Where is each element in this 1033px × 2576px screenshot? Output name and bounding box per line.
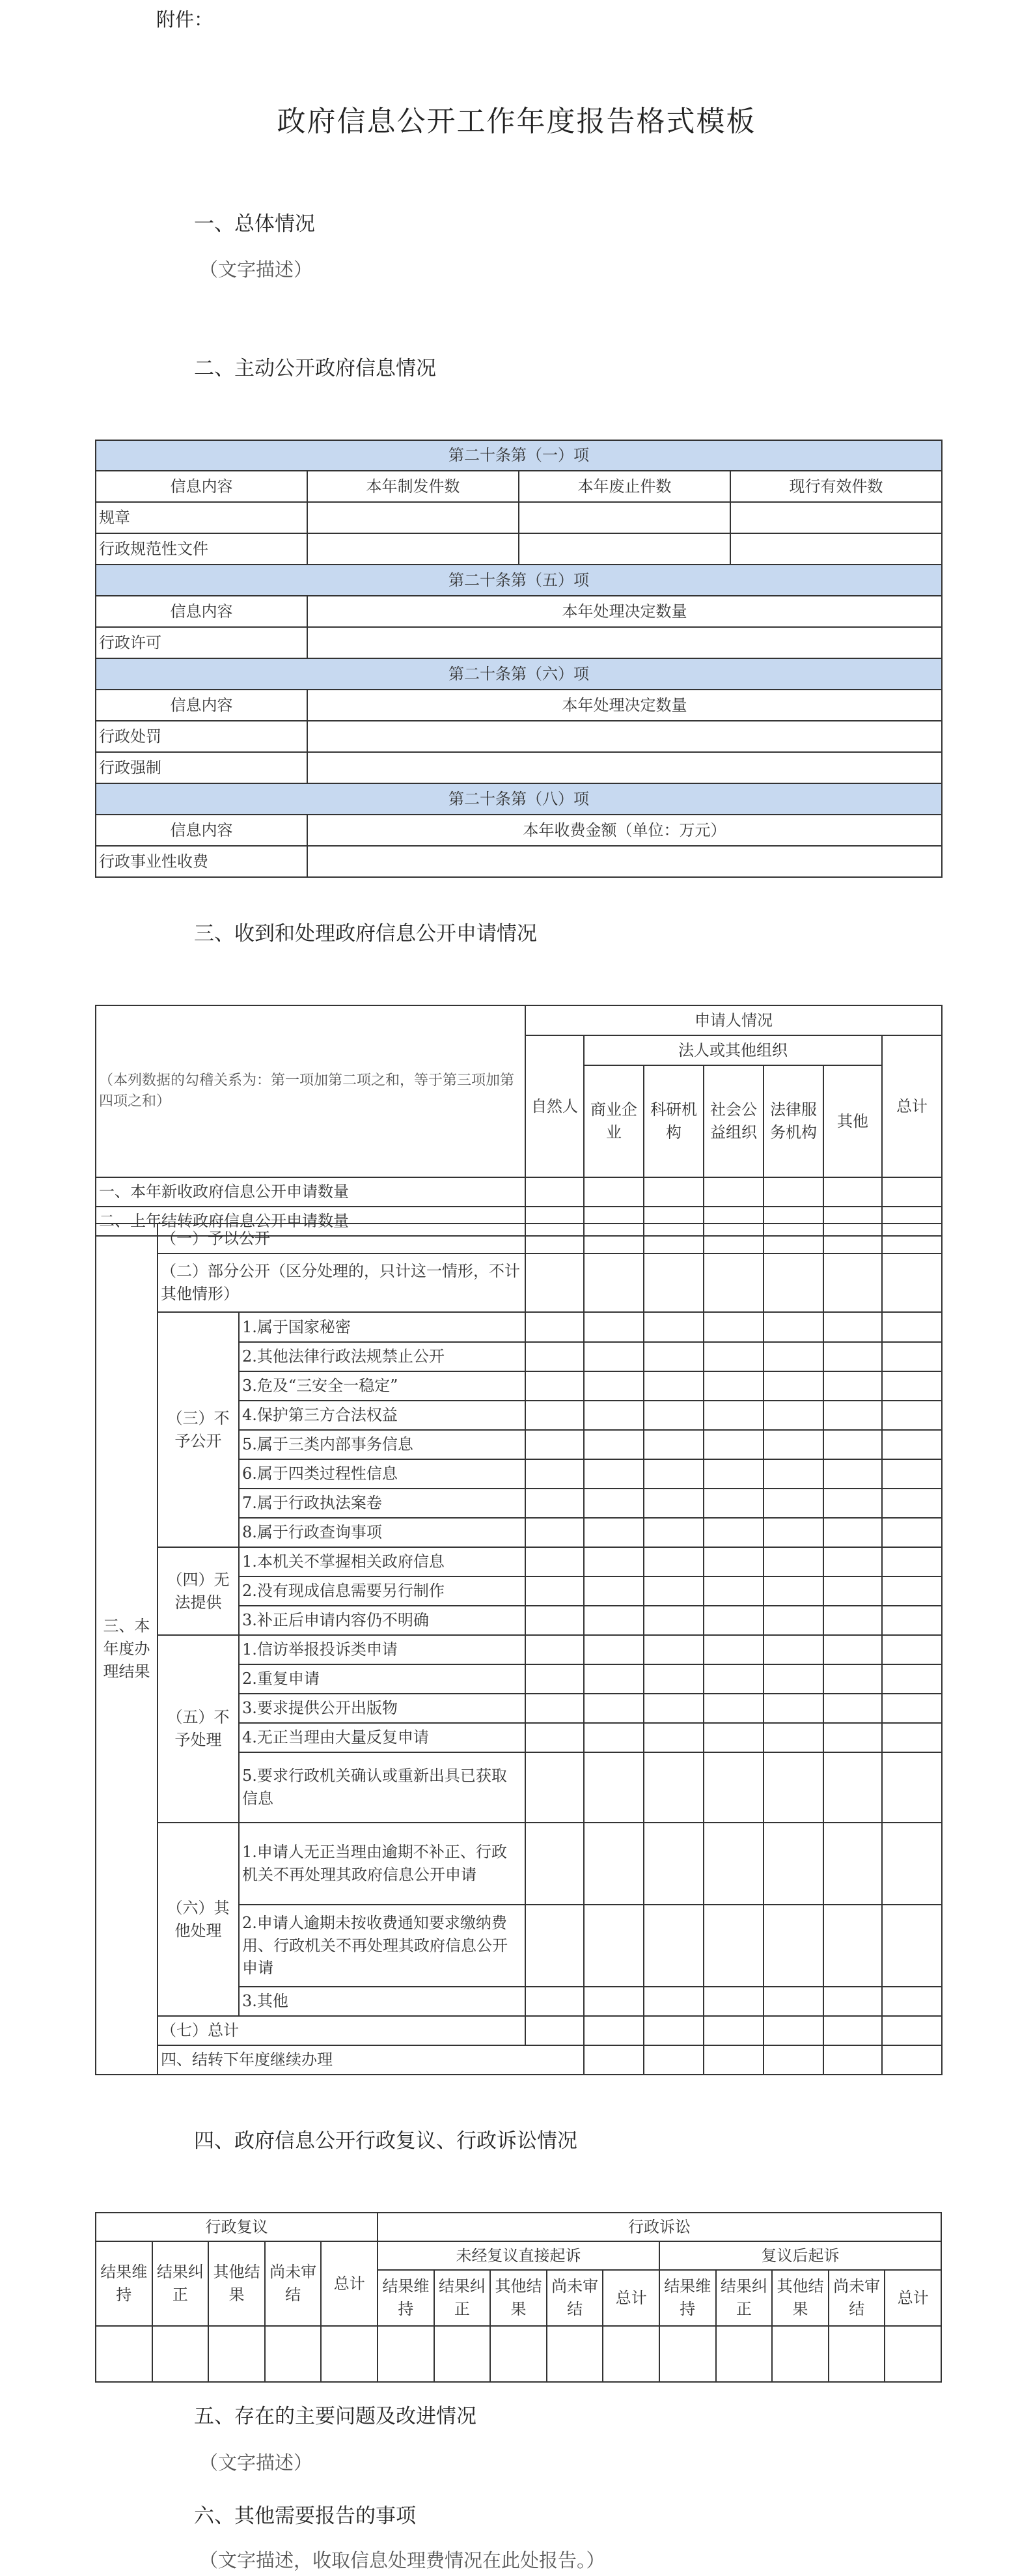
data-cell bbox=[823, 1342, 882, 1371]
data-cell bbox=[704, 1606, 764, 1635]
data-cell bbox=[525, 1987, 584, 2016]
col-header: 尚未审结 bbox=[829, 2270, 885, 2326]
row-label: 行政强制 bbox=[96, 752, 307, 783]
data-cell bbox=[644, 1224, 704, 1253]
data-cell bbox=[208, 2326, 265, 2382]
data-cell bbox=[378, 2326, 434, 2382]
block4-title: 第二十条第（八）项 bbox=[96, 783, 942, 815]
data-cell bbox=[882, 1823, 942, 1905]
data-cell bbox=[764, 2045, 823, 2075]
data-cell bbox=[525, 2016, 584, 2045]
data-cell bbox=[584, 1576, 644, 1606]
data-cell bbox=[885, 2326, 941, 2382]
data-cell bbox=[704, 1177, 764, 1207]
data-cell bbox=[823, 1489, 882, 1518]
sub-item: 3.要求提供公开出版物 bbox=[239, 1694, 525, 1723]
data-cell bbox=[584, 1547, 644, 1576]
data-cell bbox=[882, 1177, 942, 1207]
data-cell bbox=[882, 1371, 942, 1401]
data-cell bbox=[764, 1694, 823, 1723]
row-label: 行政处罚 bbox=[96, 721, 307, 752]
result-other-label: （六）其他处理 bbox=[158, 1823, 239, 2016]
block3-title: 第二十条第（六）项 bbox=[96, 658, 942, 690]
data-cell bbox=[704, 1430, 764, 1459]
data-cell bbox=[704, 1401, 764, 1430]
data-cell bbox=[644, 1664, 704, 1694]
attachment-label: 附件： bbox=[156, 8, 213, 31]
after-review-header: 复议后起诉 bbox=[659, 2241, 941, 2270]
data-cell bbox=[882, 1694, 942, 1723]
data-cell bbox=[764, 1987, 823, 2016]
data-cell bbox=[96, 2326, 152, 2382]
data-cell bbox=[584, 1312, 644, 1342]
data-cell bbox=[525, 1177, 584, 1207]
result-unable-label: （四）无法提供 bbox=[158, 1547, 239, 1635]
section3-heading: 三、收到和处理政府信息公开申请情况 bbox=[194, 922, 537, 945]
data-cell bbox=[584, 1664, 644, 1694]
row-label: 二、上年结转政府信息公开申请数量 bbox=[96, 1207, 525, 1236]
data-cell bbox=[659, 2326, 716, 2382]
data-cell bbox=[772, 2326, 829, 2382]
row-label: 行政许可 bbox=[96, 627, 307, 658]
data-cell bbox=[584, 1489, 644, 1518]
data-cell bbox=[644, 1459, 704, 1489]
carryover-label: 四、结转下年度继续办理 bbox=[158, 2045, 584, 2075]
section1-heading: 一、总体情况 bbox=[194, 212, 315, 236]
data-cell bbox=[704, 1576, 764, 1606]
data-cell bbox=[525, 1430, 584, 1459]
data-cell bbox=[704, 1518, 764, 1547]
sub-item: 7.属于行政执法案卷 bbox=[239, 1489, 525, 1518]
data-cell bbox=[644, 1823, 704, 1905]
data-cell bbox=[704, 1342, 764, 1371]
result-partial-label: （二）部分公开（区分处理的，只计这一情形，不计其他情形） bbox=[158, 1253, 525, 1312]
data-cell bbox=[644, 1401, 704, 1430]
data-cell bbox=[584, 1371, 644, 1401]
col-header: 其他结果 bbox=[490, 2270, 547, 2326]
data-cell bbox=[321, 2326, 378, 2382]
data-cell bbox=[525, 1547, 584, 1576]
data-cell bbox=[764, 1401, 823, 1430]
section1-description: （文字描述） bbox=[199, 259, 313, 281]
data-cell bbox=[704, 2045, 764, 2075]
data-cell bbox=[882, 1723, 942, 1752]
data-cell bbox=[882, 2045, 942, 2075]
data-cell bbox=[584, 1253, 644, 1312]
data-cell bbox=[644, 1635, 704, 1664]
review-litigation-table bbox=[95, 2212, 942, 2383]
col-header: 本年废止件数 bbox=[519, 471, 730, 502]
data-cell bbox=[823, 1823, 882, 1905]
sub-item: 2.没有现成信息需要另行制作 bbox=[239, 1576, 525, 1606]
org-type-header: 法律服务机构 bbox=[764, 1065, 823, 1177]
sub-item: 5.要求行政机关确认或重新出具已获取信息 bbox=[239, 1752, 525, 1823]
natural-person-header: 自然人 bbox=[525, 1035, 584, 1177]
data-cell bbox=[525, 1224, 584, 1253]
data-cell bbox=[704, 1312, 764, 1342]
data-cell bbox=[525, 1752, 584, 1823]
sub-item: 1.信访举报投诉类申请 bbox=[239, 1635, 525, 1664]
data-cell bbox=[764, 1430, 823, 1459]
data-cell bbox=[525, 1694, 584, 1723]
data-cell bbox=[434, 2326, 491, 2382]
data-cell bbox=[644, 1518, 704, 1547]
col-header: 其他结果 bbox=[772, 2270, 829, 2326]
data-cell bbox=[764, 1371, 823, 1401]
data-cell bbox=[704, 1253, 764, 1312]
data-cell bbox=[307, 846, 942, 877]
data-cell bbox=[584, 2016, 644, 2045]
data-cell bbox=[584, 1606, 644, 1635]
data-cell bbox=[307, 533, 519, 565]
data-cell bbox=[704, 1987, 764, 2016]
data-cell bbox=[644, 1987, 704, 2016]
data-cell bbox=[823, 2045, 882, 2075]
data-cell bbox=[764, 1224, 823, 1253]
data-cell bbox=[704, 1371, 764, 1401]
sub-item: 3.其他 bbox=[239, 1987, 525, 2016]
sub-item: 6.属于四类过程性信息 bbox=[239, 1459, 525, 1489]
data-cell bbox=[525, 1489, 584, 1518]
sub-item: 5.属于三类内部事务信息 bbox=[239, 1430, 525, 1459]
data-cell bbox=[584, 2045, 644, 2075]
data-cell bbox=[764, 1312, 823, 1342]
data-cell bbox=[823, 1752, 882, 1823]
data-cell bbox=[882, 1606, 942, 1635]
block1-title: 第二十条第（一）项 bbox=[96, 440, 942, 471]
data-cell bbox=[764, 1489, 823, 1518]
sub-item: 2.其他法律行政法规禁止公开 bbox=[239, 1342, 525, 1371]
data-cell bbox=[644, 1371, 704, 1401]
col-header: 现行有效件数 bbox=[730, 471, 942, 502]
data-cell bbox=[307, 752, 942, 783]
data-cell bbox=[882, 1430, 942, 1459]
col-header: 结果维持 bbox=[378, 2270, 434, 2326]
data-cell bbox=[644, 1342, 704, 1371]
data-cell bbox=[525, 1823, 584, 1905]
data-cell bbox=[704, 2016, 764, 2045]
section6-description: （文字描述，收取信息处理费情况在此处报告。） bbox=[199, 2549, 605, 2571]
row-label: 规章 bbox=[96, 502, 307, 533]
data-cell bbox=[584, 1177, 644, 1207]
data-cell bbox=[704, 1752, 764, 1823]
data-cell bbox=[882, 1987, 942, 2016]
sub-item: 8.属于行政查询事项 bbox=[239, 1518, 525, 1547]
data-cell bbox=[644, 1905, 704, 1987]
section4-heading: 四、政府信息公开行政复议、行政诉讼情况 bbox=[194, 2129, 577, 2153]
data-cell bbox=[823, 1635, 882, 1664]
sub-item: 4.无正当理由大量反复申请 bbox=[239, 1723, 525, 1752]
data-cell bbox=[829, 2326, 885, 2382]
data-cell bbox=[882, 1253, 942, 1312]
data-cell bbox=[584, 1459, 644, 1489]
data-cell bbox=[525, 1576, 584, 1606]
data-cell bbox=[644, 1694, 704, 1723]
data-cell bbox=[823, 1518, 882, 1547]
data-cell bbox=[730, 502, 942, 533]
data-cell bbox=[644, 1312, 704, 1342]
col-header: 本年收费金额（单位：万元） bbox=[307, 815, 942, 846]
data-cell bbox=[823, 1459, 882, 1489]
col-header: 本年处理决定数量 bbox=[307, 596, 942, 627]
col-header: 结果维持 bbox=[96, 2241, 152, 2326]
data-cell bbox=[823, 1576, 882, 1606]
data-cell bbox=[525, 1635, 584, 1664]
data-cell bbox=[882, 1459, 942, 1489]
data-cell bbox=[644, 1177, 704, 1207]
data-cell bbox=[823, 1723, 882, 1752]
org-type-header: 商业企业 bbox=[584, 1065, 644, 1177]
data-cell bbox=[584, 1987, 644, 2016]
org-type-header: 其他 bbox=[823, 1065, 882, 1177]
data-cell bbox=[307, 721, 942, 752]
data-cell bbox=[584, 1823, 644, 1905]
col-header: 信息内容 bbox=[96, 815, 307, 846]
data-cell bbox=[823, 1401, 882, 1430]
data-cell bbox=[882, 1401, 942, 1430]
data-cell bbox=[764, 1459, 823, 1489]
data-cell bbox=[882, 1224, 942, 1253]
data-cell bbox=[525, 1664, 584, 1694]
org-type-header: 社会公益组织 bbox=[704, 1065, 764, 1177]
data-cell bbox=[704, 1459, 764, 1489]
processing-results-table bbox=[95, 1223, 943, 2075]
row-label: 行政事业性收费 bbox=[96, 846, 307, 877]
sub-item: 1.申请人无正当理由逾期不补正、行政机关不再处理其政府信息公开申请 bbox=[239, 1823, 525, 1905]
data-cell bbox=[823, 1177, 882, 1207]
data-cell bbox=[764, 1177, 823, 1207]
data-cell bbox=[764, 1253, 823, 1312]
data-cell bbox=[882, 1489, 942, 1518]
data-cell bbox=[584, 1430, 644, 1459]
data-cell bbox=[882, 1905, 942, 1987]
data-cell bbox=[704, 1547, 764, 1576]
result-not-open-label: （三）不予公开 bbox=[158, 1312, 239, 1547]
review-header: 行政复议 bbox=[96, 2213, 378, 2241]
data-cell bbox=[823, 1987, 882, 2016]
data-cell bbox=[525, 1312, 584, 1342]
data-cell bbox=[519, 502, 730, 533]
row-label: 一、本年新收政府信息公开申请数量 bbox=[96, 1177, 525, 1207]
sub-item: 3.危及“三安全一稳定” bbox=[239, 1371, 525, 1401]
col-header: 本年处理决定数量 bbox=[307, 690, 942, 721]
data-cell bbox=[525, 1342, 584, 1371]
data-cell bbox=[823, 1547, 882, 1576]
data-cell bbox=[882, 1576, 942, 1606]
section6-heading: 六、其他需要报告的事项 bbox=[194, 2504, 416, 2528]
checksum-note: （本列数据的勾稽关系为：第一项加第二项之和，等于第三项加第四项之和） bbox=[96, 1005, 525, 1177]
org-type-header: 科研机构 bbox=[644, 1065, 704, 1177]
data-cell bbox=[584, 1905, 644, 1987]
data-cell bbox=[764, 1752, 823, 1823]
data-cell bbox=[704, 1635, 764, 1664]
data-cell bbox=[152, 2326, 209, 2382]
legal-org-header: 法人或其他组织 bbox=[584, 1035, 882, 1065]
data-cell bbox=[823, 2016, 882, 2045]
data-cell bbox=[644, 1430, 704, 1459]
data-cell bbox=[525, 1401, 584, 1430]
litigation-header: 行政诉讼 bbox=[378, 2213, 941, 2241]
section5-heading: 五、存在的主要问题及改进情况 bbox=[194, 2405, 476, 2428]
col-header: 结果纠正 bbox=[152, 2241, 209, 2326]
data-cell bbox=[525, 1459, 584, 1489]
section2-heading: 二、主动公开政府信息情况 bbox=[194, 357, 436, 380]
data-cell bbox=[764, 1635, 823, 1664]
data-cell bbox=[823, 1312, 882, 1342]
data-cell bbox=[547, 2326, 603, 2382]
data-cell bbox=[764, 1576, 823, 1606]
block2-title: 第二十条第（五）项 bbox=[96, 565, 942, 596]
total-header: 总计 bbox=[882, 1035, 942, 1177]
data-cell bbox=[307, 502, 519, 533]
data-cell bbox=[716, 2326, 773, 2382]
document-title: 政府信息公开工作年度报告格式模板 bbox=[277, 105, 756, 138]
data-cell bbox=[823, 1694, 882, 1723]
data-cell bbox=[525, 1371, 584, 1401]
data-cell bbox=[764, 1606, 823, 1635]
data-cell bbox=[704, 1905, 764, 1987]
row-label: 行政规范性文件 bbox=[96, 533, 307, 565]
data-cell bbox=[764, 1723, 823, 1752]
data-cell bbox=[704, 1224, 764, 1253]
data-cell bbox=[882, 1752, 942, 1823]
data-cell bbox=[764, 1342, 823, 1371]
data-cell bbox=[644, 1723, 704, 1752]
col-header: 结果纠正 bbox=[716, 2270, 773, 2326]
col-header: 总计 bbox=[321, 2241, 378, 2326]
data-cell bbox=[644, 2016, 704, 2045]
data-cell bbox=[525, 1606, 584, 1635]
col-header: 总计 bbox=[603, 2270, 659, 2326]
col-header: 信息内容 bbox=[96, 596, 307, 627]
data-cell bbox=[519, 533, 730, 565]
col-header: 尚未审结 bbox=[547, 2270, 603, 2326]
data-cell bbox=[730, 533, 942, 565]
data-cell bbox=[704, 1664, 764, 1694]
data-cell bbox=[823, 1606, 882, 1635]
data-cell bbox=[584, 1635, 644, 1664]
data-cell bbox=[704, 1823, 764, 1905]
data-cell bbox=[644, 1752, 704, 1823]
data-cell bbox=[882, 1518, 942, 1547]
data-cell bbox=[823, 1371, 882, 1401]
data-cell bbox=[644, 2045, 704, 2075]
sub-item: 1.本机关不掌握相关政府信息 bbox=[239, 1547, 525, 1576]
data-cell bbox=[525, 1723, 584, 1752]
data-cell bbox=[764, 1905, 823, 1987]
applicant-header: 申请人情况 bbox=[525, 1005, 942, 1035]
section5-description: （文字描述） bbox=[199, 2452, 313, 2474]
data-cell bbox=[490, 2326, 547, 2382]
data-cell bbox=[265, 2326, 322, 2382]
data-cell bbox=[823, 1253, 882, 1312]
col-header: 总计 bbox=[885, 2270, 941, 2326]
data-cell bbox=[823, 1905, 882, 1987]
result-total-label: （七）总计 bbox=[158, 2016, 525, 2045]
data-cell bbox=[823, 1430, 882, 1459]
data-cell bbox=[584, 1224, 644, 1253]
data-cell bbox=[764, 1547, 823, 1576]
col-header: 尚未审结 bbox=[265, 2241, 322, 2326]
direct-suit-header: 未经复议直接起诉 bbox=[378, 2241, 659, 2270]
data-cell bbox=[823, 1664, 882, 1694]
col-header: 信息内容 bbox=[96, 690, 307, 721]
data-cell bbox=[307, 627, 942, 658]
data-cell bbox=[644, 1576, 704, 1606]
data-cell bbox=[603, 2326, 659, 2382]
col-header: 其他结果 bbox=[208, 2241, 265, 2326]
sub-item: 2.重复申请 bbox=[239, 1664, 525, 1694]
application-summary-table bbox=[95, 1005, 943, 1237]
data-cell bbox=[882, 1635, 942, 1664]
sub-item: 4.保护第三方合法权益 bbox=[239, 1401, 525, 1430]
data-cell bbox=[882, 1664, 942, 1694]
data-cell bbox=[644, 1489, 704, 1518]
col-header: 信息内容 bbox=[96, 471, 307, 502]
data-cell bbox=[764, 1664, 823, 1694]
data-cell bbox=[764, 1518, 823, 1547]
data-cell bbox=[525, 1905, 584, 1987]
data-cell bbox=[882, 1547, 942, 1576]
data-cell bbox=[704, 1694, 764, 1723]
sub-item: 3.补正后申请内容仍不明确 bbox=[239, 1606, 525, 1635]
data-cell bbox=[584, 1694, 644, 1723]
data-cell bbox=[764, 2016, 823, 2045]
data-cell bbox=[584, 1723, 644, 1752]
data-cell bbox=[584, 1342, 644, 1371]
data-cell bbox=[704, 1489, 764, 1518]
proactive-disclosure-table bbox=[95, 440, 943, 878]
data-cell bbox=[584, 1401, 644, 1430]
sub-item: 2.申请人逾期未按收费通知要求缴纳费用、行政机关不再处理其政府信息公开申请 bbox=[239, 1905, 525, 1987]
result-open-label: （一）予以公开 bbox=[158, 1224, 525, 1253]
data-cell bbox=[882, 2016, 942, 2045]
data-cell bbox=[704, 1723, 764, 1752]
col-header: 本年制发件数 bbox=[307, 471, 519, 502]
data-cell bbox=[525, 1518, 584, 1547]
col-header: 结果维持 bbox=[659, 2270, 716, 2326]
data-cell bbox=[584, 1752, 644, 1823]
result-no-handle-label: （五）不予处理 bbox=[158, 1635, 239, 1823]
data-cell bbox=[882, 1312, 942, 1342]
results-category-label: 三、本年度办理结果 bbox=[96, 1224, 158, 2075]
sub-item: 1.属于国家秘密 bbox=[239, 1312, 525, 1342]
data-cell bbox=[882, 1342, 942, 1371]
data-cell bbox=[644, 1253, 704, 1312]
data-cell bbox=[764, 1823, 823, 1905]
data-cell bbox=[525, 1253, 584, 1312]
col-header: 结果纠正 bbox=[434, 2270, 491, 2326]
data-cell bbox=[644, 1606, 704, 1635]
data-cell bbox=[584, 1518, 644, 1547]
data-cell bbox=[823, 1224, 882, 1253]
data-cell bbox=[644, 1547, 704, 1576]
